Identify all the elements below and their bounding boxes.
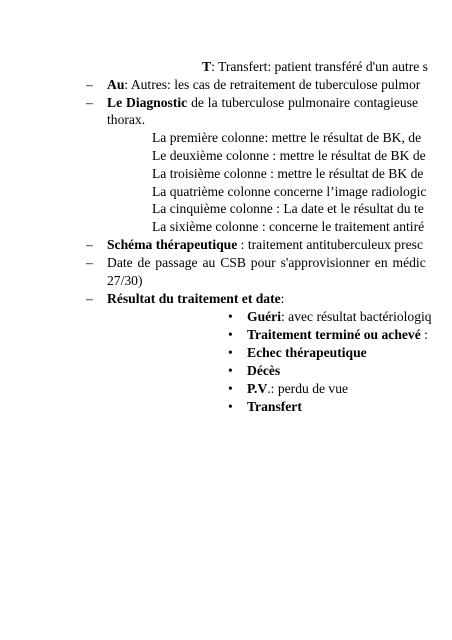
schema-therapeutique (107, 236, 423, 253)
dash-marker: – (86, 237, 93, 252)
bullet-gueri (247, 308, 432, 325)
transfert-label: Transfert (247, 399, 302, 414)
gueri-text: : avec résultat bactériologiq (280, 309, 432, 324)
column-description: La troisième colonne : mettre le résultat de BK de (152, 166, 424, 181)
diagnostic-label: Le Diagnostic (107, 95, 188, 110)
resultat-label: Résultat du traitement et date (107, 291, 281, 306)
date-passage-continuation: 27/30) (107, 273, 143, 288)
dash-marker: – (86, 95, 93, 110)
schema-text: : traitement antituberculeux presc (237, 237, 423, 252)
column-description: La première colonne: mettre le résultat de BK, de (152, 130, 422, 145)
deces-label: Décès (247, 363, 281, 378)
diagnostic-continuation: thorax. (107, 112, 146, 127)
bullet-termine (247, 326, 428, 343)
dash-marker: – (86, 291, 93, 306)
termine-text: : (420, 327, 428, 342)
termine-label: Traitement terminé ou achevé (247, 327, 421, 342)
au-text: : Autres: les cas de retraitement de tuberculose pulmor (124, 77, 421, 92)
bullet-icon (228, 326, 233, 343)
diagnostic-paragraph (107, 94, 418, 111)
diagnostic-text: de la tuberculose pulmonaire contagieuse (187, 95, 419, 110)
bullet-pv (247, 380, 348, 397)
t-text: : Transfert: patient transféré d'un autre s (211, 59, 428, 74)
column-description: Le deuxième colonne : mettre le résultat de BK de (152, 148, 426, 163)
schema-label: Schéma thérapeutique (107, 237, 238, 252)
transfert-definition (202, 58, 428, 75)
bullet-icon (228, 308, 233, 325)
bullet-icon (228, 344, 233, 361)
pv-text: .: perdu de vue (267, 381, 349, 396)
gueri-label: Guéri (247, 309, 281, 324)
resultat-heading (107, 290, 284, 307)
bullet-deces (247, 362, 280, 379)
dash-marker: – (86, 77, 93, 92)
resultat-colon: : (280, 291, 285, 306)
bullet-transfert (247, 398, 302, 415)
pv-label: P.V (247, 381, 268, 396)
autres-definition (107, 76, 420, 93)
column-description: La cinquième colonne : La date et le résultat du te (152, 201, 424, 216)
au-label: Au (107, 77, 125, 92)
column-description: La quatrième colonne concerne l’image radiologic (152, 184, 427, 199)
bullet-icon (228, 398, 233, 415)
echec-label: Echec thérapeutique (247, 345, 367, 360)
date-passage: Date de passage au CSB pour s'approvisionner en médic (107, 255, 426, 270)
column-description: La sixième colonne : concerne le traitement antiré (152, 219, 425, 234)
t-label: T (202, 59, 212, 74)
bullet-icon (228, 380, 233, 397)
bullet-icon (228, 362, 233, 379)
bullet-echec (247, 344, 367, 361)
dash-marker: – (86, 255, 93, 270)
